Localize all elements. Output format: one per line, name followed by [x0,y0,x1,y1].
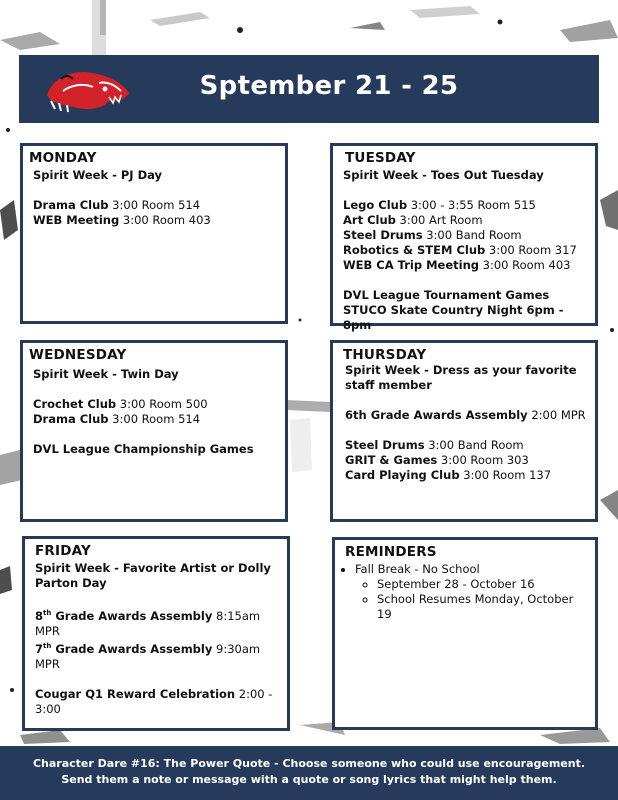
monday-spirit: Spirit Week - PJ Day [33,168,163,182]
page-header [19,55,599,123]
wednesday-heading: WEDNESDAY [29,347,127,363]
event-item: DVL League Tournament Games [343,288,550,302]
list-item: Art Club 3:00 Art Room [343,213,483,227]
wednesday-box [20,340,288,522]
list-item: 6th Grade Awards Assembly 2:00 MPR [345,408,586,422]
list-item: • Fall Break - No School ◦ September 28 - October 16 ◦ School Resumes Monday, October 19 [355,562,589,622]
list-item: WEB CA Trip Meeting 3:00 Room 403 [343,258,571,272]
page-title: Sptember 21 - 25 [199,71,459,101]
list-item: Card Playing Club 3:00 Room 137 [345,468,552,482]
character-dare-footer [0,746,618,800]
list-item: Crochet Club 3:00 Room 500 [33,397,208,411]
thursday-spirit: Spirit Week - Dress as your favorite staff member [345,363,577,392]
friday-box [22,536,290,731]
monday-heading: MONDAY [29,150,97,166]
list-item: Steel Drums 3:00 Band Room [345,438,524,452]
list-item: ◦ September 28 - October 16 [377,577,589,592]
list-item: WEB Meeting 3:00 Room 403 [33,213,211,227]
reminders-box [332,537,598,730]
tuesday-box [330,143,598,332]
thursday-heading: THURSDAY [343,347,427,363]
friday-spirit: Spirit Week - Favorite Artist or Dolly Parton Day [35,561,271,590]
list-item: Robotics & STEM Club 3:00 Room 317 [343,243,577,257]
monday-box [20,143,288,324]
tuesday-heading: TUESDAY [345,150,416,166]
footer-line: Character Dare #16: The Power Quote - Choose someone who could use encouragement. [32,757,586,770]
wednesday-spirit: Spirit Week - Twin Day [33,367,179,381]
list-item: Cougar Q1 Reward Celebration 2:00 - 3:00 [35,686,273,716]
list-item: Drama Club 3:00 Room 514 [33,198,201,212]
tuesday-spirit: Spirit Week - Toes Out Tuesday [343,168,544,182]
list-item: Lego Club 3:00 - 3:55 Room 515 [343,198,536,212]
thursday-box [330,340,598,522]
list-item: ◦ School Resumes Monday, October 19 [377,592,589,622]
footer-line: Send them a note or message with a quote or song lyrics that might help them. [61,773,557,786]
friday-heading: FRIDAY [35,543,91,559]
list-item: 7th Grade Awards Assembly 9:30am MPR [35,641,261,671]
list-item: Steel Drums 3:00 Band Room [343,228,522,242]
list-item: 8th Grade Awards Assembly 8:15am MPR [35,608,261,638]
reminders-list [341,562,589,622]
event-item: DVL League Championship Games [33,442,254,456]
list-item: Drama Club 3:00 Room 514 [33,412,201,426]
event-item: STUCO Skate Country Night 6pm - 8pm [343,303,564,332]
list-item: GRIT & Games 3:00 Room 303 [345,453,529,467]
reminders-heading: REMINDERS [345,544,437,560]
